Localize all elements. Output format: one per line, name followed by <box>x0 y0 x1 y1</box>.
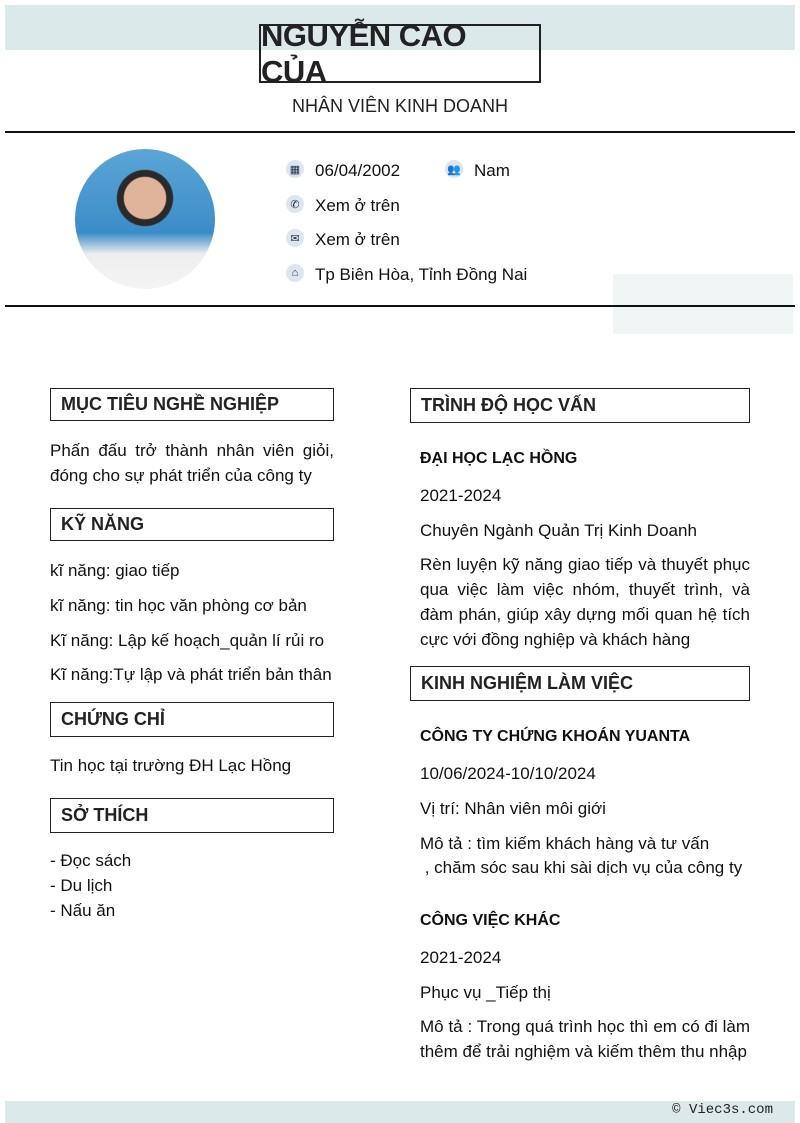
job-title: NHÂN VIÊN KINH DOANH <box>291 96 509 116</box>
education-period: 2021-2024 <box>420 486 502 505</box>
education-heading: TRÌNH ĐỘ HỌC VẤN <box>410 388 750 423</box>
divider <box>5 305 795 307</box>
job-period: 10/06/2024-10/10/2024 <box>420 764 596 783</box>
education-major: Chuyên Ngành Quản Trị Kinh Doanh <box>420 521 697 540</box>
email: Xem ở trên <box>315 230 400 249</box>
divider <box>5 131 795 133</box>
job-position: Phục vụ _Tiếp thị <box>420 983 551 1002</box>
footer-text: © Viec3s.com <box>672 1102 773 1118</box>
candidate-name: NGUYỄN CAO CỦA <box>259 24 541 83</box>
dob: 06/04/2002 <box>315 161 401 180</box>
gender: Nam <box>474 161 510 180</box>
skills-heading: KỸ NĂNG <box>50 508 334 541</box>
certificate-text: Tin học tại trường ĐH Lạc Hồng <box>50 756 292 775</box>
company-name: CÔNG VIỆC KHÁC <box>420 912 561 929</box>
home-icon: ⌂ <box>286 264 304 282</box>
skill-item: Kĩ năng: Lập kế hoạch_quản lí rủi ro <box>50 631 325 650</box>
skill-item: kĩ năng: giao tiếp <box>50 561 180 580</box>
address: Tp Biên Hòa, Tỉnh Đồng Nai <box>315 265 528 284</box>
job-desc: Mô tả : Trong quá trình học thì em có đi làm thêm để trải nghiệm và kiếm thêm thu nhập <box>420 1017 750 1061</box>
job-position: Vị trí: Nhân viên môi giới <box>420 799 606 818</box>
company-name: CÔNG TY CHỨNG KHOÁN YUANTA <box>420 728 691 745</box>
job-desc: , chăm sóc sau khi sài dịch vụ của công ty <box>420 858 743 877</box>
phone: Xem ở trên <box>315 196 400 215</box>
skill-item: kĩ năng: tin học văn phòng cơ bản <box>50 596 307 615</box>
gender-icon: 👥 <box>445 160 463 178</box>
light-panel <box>613 274 793 334</box>
experience-heading: KINH NGHIỆM LÀM VIỆC <box>410 666 750 701</box>
objective-heading: MỤC TIÊU NGHỀ NGHIỆP <box>50 388 334 421</box>
skill-item: Kĩ năng:Tự lập và phát triển bản thân <box>50 665 332 684</box>
hobby-item: - Du lịch <box>50 876 113 895</box>
hobby-item: - Nấu ăn <box>50 901 116 920</box>
avatar-photo <box>75 149 215 289</box>
hobbies-heading: SỞ THÍCH <box>50 798 334 833</box>
education-desc: Rèn luyện kỹ năng giao tiếp và thuyết phục qua việc làm việc nhóm, thuyết trình, và đàm phán, giúp xây dựng mối quan hệ tích cực với đồng nghiệp và khách hàng <box>420 555 750 649</box>
job-desc: Mô tả : tìm kiếm khách hàng và tư vấn <box>420 834 710 853</box>
calendar-icon: ▦ <box>286 160 304 178</box>
hobby-item: - Đọc sách <box>50 851 132 870</box>
email-icon: ✉ <box>286 229 304 247</box>
job-period: 2021-2024 <box>420 948 502 967</box>
objective-text: Phấn đấu trở thành nhân viên giỏi, đóng cho sự phát triển của công ty <box>50 441 334 485</box>
phone-icon: ✆ <box>286 195 304 213</box>
school-name: ĐẠI HỌC LẠC HỒNG <box>420 450 578 467</box>
certificates-heading: CHỨNG CHỈ <box>50 702 334 737</box>
